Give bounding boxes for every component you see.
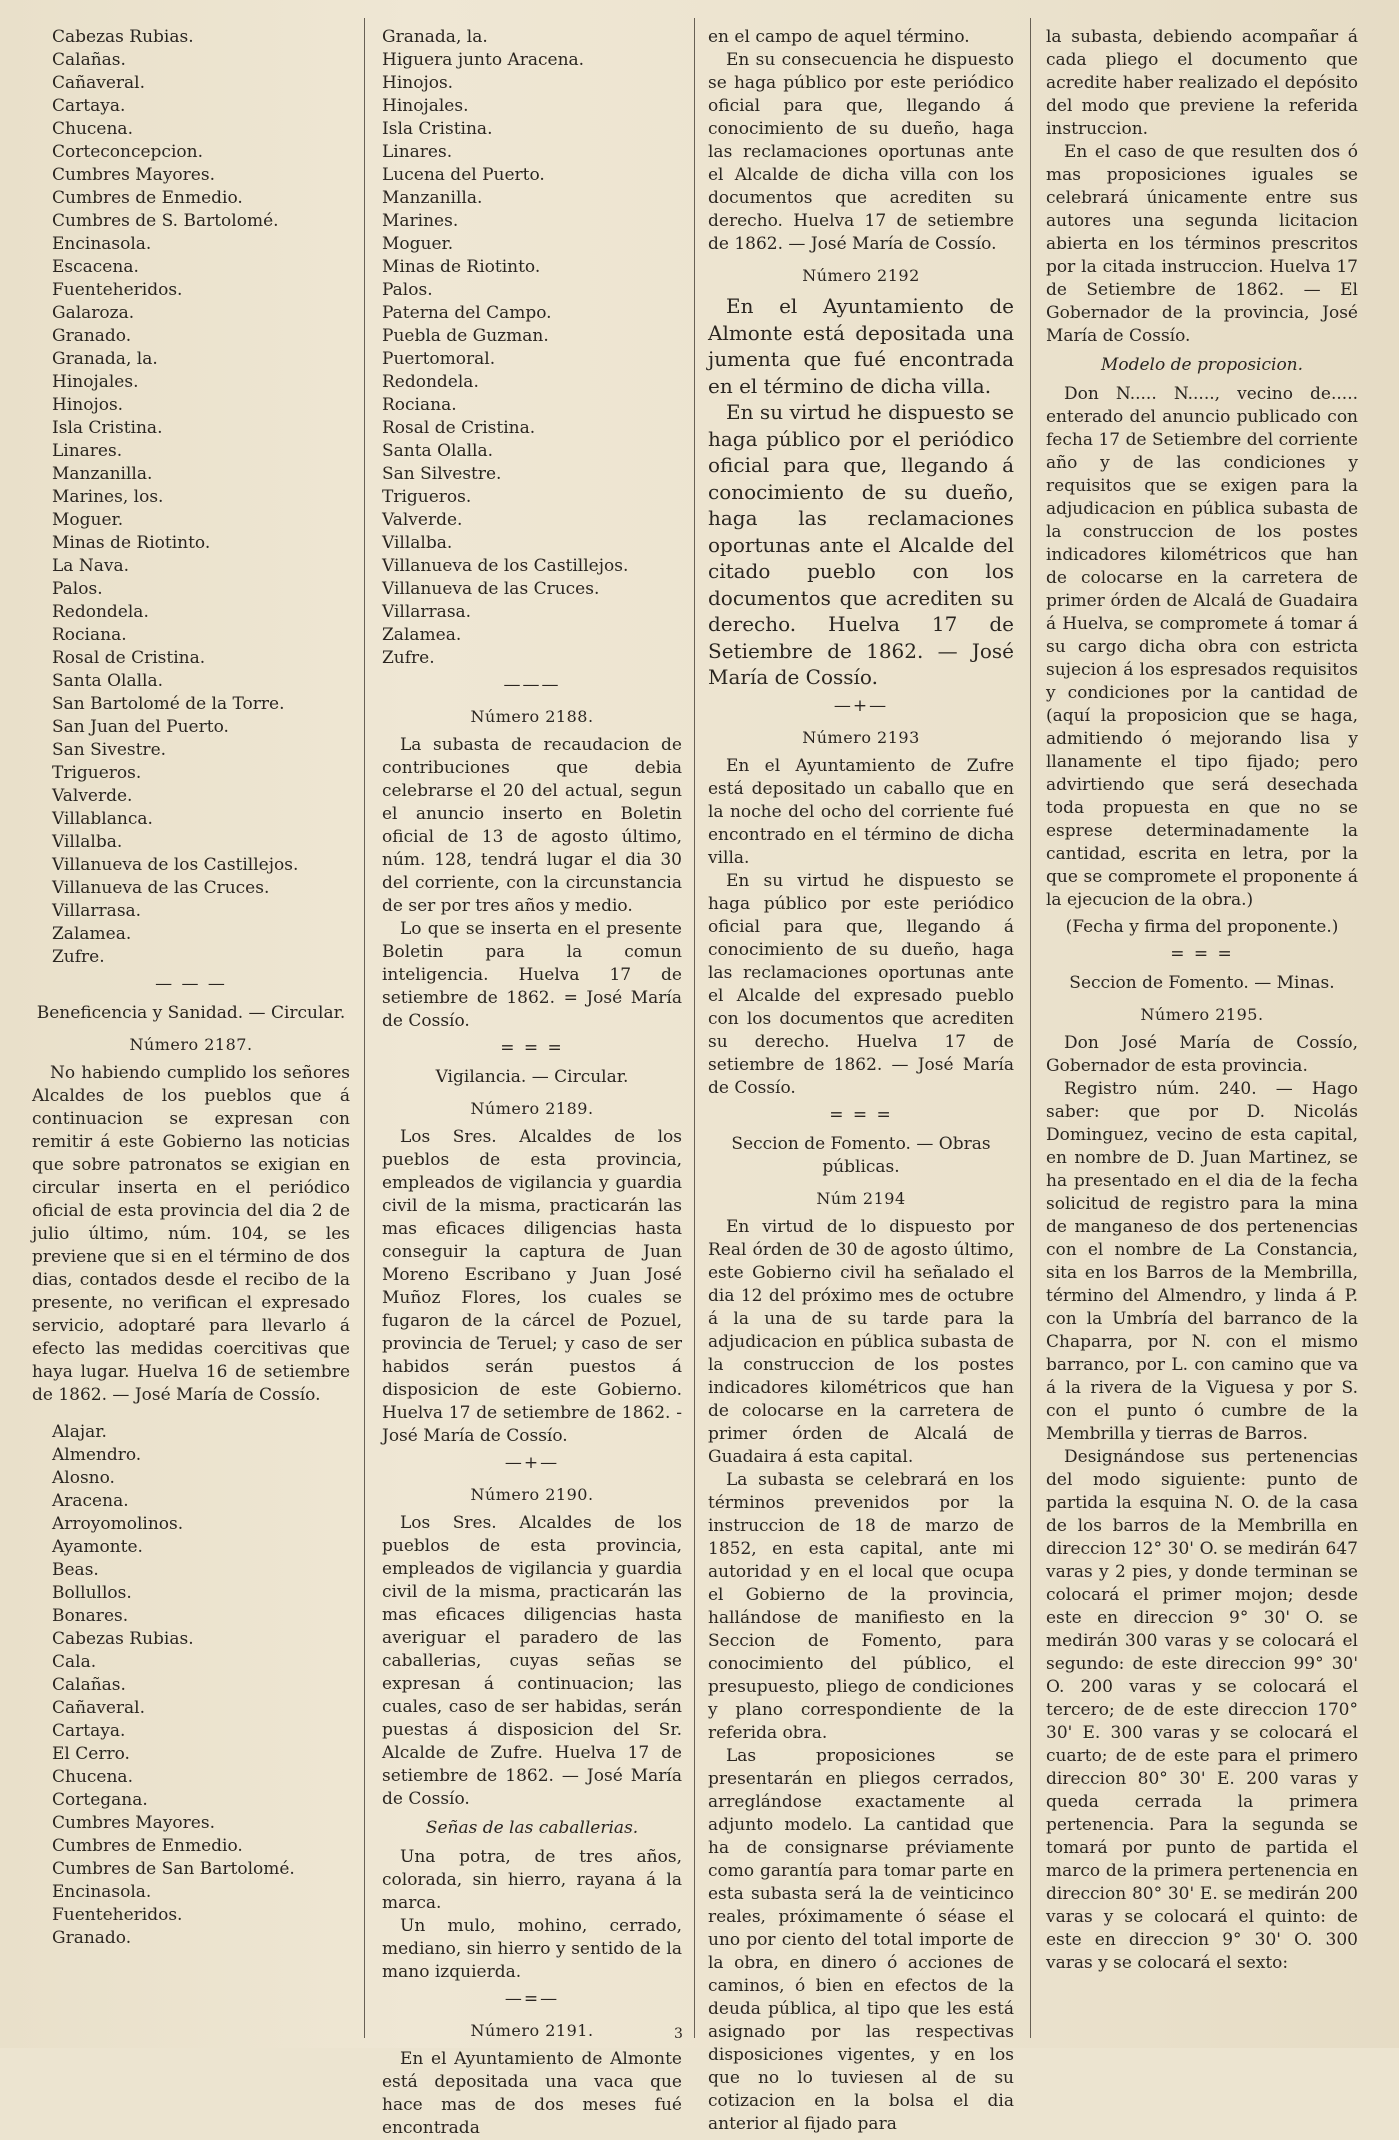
- section-heading-minas: Seccion de Fomento. — Minas.: [1069, 973, 1335, 993]
- notice-2188-text: La subasta de recaudacion de contribuciones que debia celebrarse el 20 del actual, segun el anuncio inserto en Boletin oficial de 13 de agosto último, núm. 128, tendrá lugar el dia 30 del corriente, con la circunstancia de ser por tres años y medio.: [382, 735, 682, 916]
- town-list-item: Palos.: [52, 579, 103, 599]
- town-list-item: Hinojales.: [52, 372, 139, 392]
- notice-2195-text-2: Designándose sus pertenencias del modo siguiente: punto de partida la esquina N. O. de la casa de los barros de la Membrilla en direccion 12° 30' O. se medirán 647 varas y 2 pies, y donde terminan se colocará el primer mojon; desde este en direccion 9° 30' O. se medirán 300 varas y se colocará el segundo: de este direccion 99° 30' O. 200 varas y se colocará el tercero; de de este direccion 170° 30' E. 300 varas y se colocará el cuarto; de de este para el primero direccion 80° 30' E. 200 varas y queda cerrada la primera pertenencia. Para la segunda se tomará por punto de partida el marco de la primera pertenencia en direccion 80° 30' E. se medirán 200 varas y se colocará el quinto: de este en direccion 9° 30' O. 300 varas y se colocará el sexto:: [1046, 1447, 1358, 1973]
- section-heading-obras-publicas: Seccion de Fomento. — Obras públicas.: [731, 1133, 991, 1177]
- town-list-item: La Nava.: [52, 556, 129, 576]
- town-list: [382, 26, 682, 670]
- town-list-item: Puebla de Guzman.: [382, 326, 549, 346]
- town-list-item: Cumbres de Enmedio.: [52, 188, 243, 208]
- town-list-item: Granado.: [52, 326, 132, 346]
- section-heading-beneficencia: Beneficencia y Sanidad. — Circular.: [36, 1003, 346, 1023]
- town-list-item: Redondela.: [382, 372, 479, 392]
- separator: = = =: [829, 1104, 893, 1125]
- town-list-item: Galaroza.: [52, 303, 135, 323]
- town-list-item: El Cerro.: [52, 1744, 130, 1764]
- notice-2194-text-2: La subasta se celebrará en los términos prevenidos por la instruccion de 18 de marzo de 1852, en esta capital, ante mi autoridad y en el local que ocupa el Gobierno de la provincia, hallándose de manifiesto en la Seccion de Fomento, para conocimiento del público, el presupuesto, pliego de condiciones y plano correspondiente de la referida obra.: [708, 1469, 1014, 1743]
- town-list-item: Ayamonte.: [52, 1537, 143, 1557]
- notice-2189-text: Los Sres. Alcaldes de los pueblos de esta provincia, empleados de vigilancia y guardia civil de la misma, practicarán las mas eficaces diligencias hasta conseguir la captura de Juan Moreno Escribano y Juan José Muñoz Flores, los cuales se fugaron de la cárcel de Pozuel, provincia de Teruel; y caso de ser habidos serán puestos á disposicion de este Gobierno. Huelva 17 de setiembre de 1862. - José María de Cossío.: [382, 1127, 682, 1446]
- town-list-item: San Bartolomé de la Torre.: [52, 694, 285, 714]
- page-marker: 3: [674, 2026, 683, 2042]
- town-list-item: Zufre.: [52, 947, 105, 967]
- town-list-item: Cabezas Rubias.: [52, 1629, 194, 1649]
- town-list-item: Rociana.: [382, 395, 457, 415]
- notice-2194-continued: la subasta, debiendo acompañar á cada pliego el documento que acredite haber realizado el depósito del modo que previene la referida instruccion.: [1046, 27, 1358, 139]
- town-list-item: Fuenteheridos.: [52, 280, 183, 300]
- town-list-item: San Sivestre.: [52, 740, 167, 760]
- town-list-item: Cabezas Rubias.: [52, 27, 194, 47]
- town-list-item: Villablanca.: [52, 809, 153, 829]
- column-2: [382, 26, 682, 2138]
- town-list-item: Cartaya.: [52, 1721, 126, 1741]
- town-list-item: Cumbres de S. Bartolomé.: [52, 211, 279, 231]
- separator: = = =: [1170, 944, 1234, 964]
- town-list-item: Puertomoral.: [382, 349, 496, 369]
- notice-2194-text: En virtud de lo dispuesto por Real órden de 30 de agosto último, este Gobierno civil ha señalado el dia 12 del próximo mes de octubre á la una de su tarde para la adjudicacion en pública subasta de la construccion de los postes indicadores kilométricos que han de colocarse en la carretera de primer órden de Alcalá de Guadaira á esta capital.: [708, 1216, 1014, 1467]
- town-list-item: Villanueva de los Castillejos.: [52, 855, 299, 875]
- town-list-item: Cañaveral.: [52, 1698, 145, 1718]
- town-list-item: Lucena del Puerto.: [382, 165, 545, 185]
- town-list-item: Escacena.: [52, 257, 139, 277]
- separator: = = =: [500, 1038, 564, 1058]
- notice-2193-text-2: En su virtud he dispuesto se haga público por este periódico oficial para que, llegando á conocimiento de su dueño, haga las reclamaciones oportunas ante el Alcalde del expresado pueblo con los documentos que acrediten su derecho. Huelva 17 de setiembre de 1862. — José María de Cossío.: [708, 870, 1014, 1098]
- town-list-item: Corteconcepcion.: [52, 142, 203, 162]
- separator: —+—: [504, 1453, 560, 1473]
- town-list-item: Rosal de Cristina.: [52, 648, 206, 668]
- town-list-item: Manzanilla.: [52, 464, 153, 484]
- notice-2192-text: En el Ayuntamiento de Almonte está depositada una jumenta que fué encontrada en el término de dicha villa.: [708, 294, 1014, 398]
- modelo-firma: (Fecha y firma del proponente.): [1065, 917, 1339, 937]
- notice-number-2194: Núm 2194: [816, 1188, 906, 1208]
- town-list-item: Villarrasa.: [52, 901, 142, 921]
- town-list-item: Trigueros.: [382, 487, 472, 507]
- town-list-item: Paterna del Campo.: [382, 303, 552, 323]
- separator: ———: [503, 675, 561, 695]
- town-list-item: Calañas.: [52, 50, 126, 70]
- notice-2191-continued: en el campo de aquel término.: [708, 27, 970, 47]
- notice-number-2193: Número 2193: [802, 727, 920, 747]
- town-list-item: Aracena.: [52, 1491, 129, 1511]
- column-rule: [1030, 18, 1031, 2038]
- modelo-text: Don N..... N....., vecino de..... enterado del anuncio publicado con fecha 17 de Setiembre del corriente año y de las condiciones y requisitos que se exigen para la adjudicacion en pública subasta de la construccion de los postes indicadores kilométricos que han de colocarse en la carretera de primer órden de Alcalá de Guadaira á Huelva, se compromete á tomar á su cargo dicha obra con estricta sujecion á los espresados requisitos y condiciones por la cantidad de (aquí la proposicion que se haga, admitiendo ó mejorando lisa y llanamente el tipo fijado; pero advirtiendo que será desechada toda propuesta en que no se esprese determinadamente la cantidad, escrita en letra, por la que se compromete el proponente á la ejecucion de la obra.): [1046, 384, 1358, 910]
- column-rule: [364, 18, 365, 2038]
- notice-number-2195: Número 2195.: [1140, 1005, 1264, 1024]
- town-list-item: Valverde.: [382, 510, 463, 530]
- town-list-item: Cortegana.: [52, 1790, 148, 1810]
- notice-number-2188: Número 2188.: [470, 707, 594, 726]
- town-list-item: Santa Olalla.: [382, 441, 494, 461]
- town-list-item: Santa Olalla.: [52, 671, 164, 691]
- town-list-item: Redondela.: [52, 602, 149, 622]
- town-list-item: Encinasola.: [52, 1882, 152, 1902]
- town-list-item: Bonares.: [52, 1606, 129, 1626]
- column-1: [32, 26, 350, 2036]
- town-list-item: Minas de Riotinto.: [382, 257, 541, 277]
- notice-number-2189: Número 2189.: [470, 1099, 594, 1118]
- town-list-item: Granada, la.: [382, 27, 488, 47]
- notice-2195-text: Registro núm. 240. — Hago saber: que por D. Nicolás Dominguez, vecino de esta capital, en nombre de D. Juan Martinez, se ha presentado en el dia de la fecha solicitud de registro para la mina de manganeso de dos pertenencias con el nombre de La Constancia, sita en los Barros de la Membrilla, término del Almendro, y linda á P. con la Umbría del barranco de la Chaparra, por N. con el mismo barranco, por L. con camino que va á la rivera de la Viguesa y por S. con el punto ó cumbre de la Membrilla y tierras de Barros.: [1046, 1079, 1358, 1444]
- town-list-item: San Silvestre.: [382, 464, 502, 484]
- town-list-item: San Juan del Puerto.: [52, 717, 229, 737]
- town-list-item: Granada, la.: [52, 349, 158, 369]
- town-list-item: Cumbres Mayores.: [52, 165, 215, 185]
- town-list-item: Cartaya.: [52, 96, 126, 116]
- town-list-item: Cumbres de Enmedio.: [52, 1836, 243, 1856]
- town-list-item: Zalamea.: [52, 924, 132, 944]
- separator: —+—: [833, 695, 889, 716]
- town-list-item: Villanueva de las Cruces.: [52, 878, 270, 898]
- town-list-item: Fuenteheridos.: [52, 1905, 183, 1925]
- section-heading-vigilancia: Vigilancia. — Circular.: [435, 1067, 629, 1087]
- town-list-item: Villanueva de las Cruces.: [382, 579, 600, 599]
- town-list-item: Calañas.: [52, 1675, 126, 1695]
- notice-number-2187: Número 2187.: [129, 1035, 253, 1054]
- town-list-item: Chucena.: [52, 1767, 133, 1787]
- town-list-item: Beas.: [52, 1560, 99, 1580]
- notice-2194-text-3: Las proposiciones se presentarán en pliegos cerrados, arreglándose exactamente al adjunto modelo. La cantidad que ha de consignarse préviamente como garantía para tomar parte en esta subasta será la de veinticinco reales, próximamente ó séase el uno por ciento del total importe de la obra, en dinero ó acciones de caminos, ó bien en efectos de la deuda pública, al tipo que les está asignado por las respectivas disposiciones vigentes, y en los que no lo tuviesen al de su cotizacion en la bolsa el dia anterior al fijado para: [708, 1745, 1014, 2134]
- notice-2193-text: En el Ayuntamiento de Zufre está depositado un caballo que en la noche del ocho del corriente fué encontrado en el término de dicha villa.: [708, 755, 1014, 868]
- town-list-item: Marines, los.: [52, 487, 164, 507]
- town-list-item: Villalba.: [52, 832, 123, 852]
- town-list-item: Moguer.: [382, 234, 454, 254]
- town-list-item: Rosal de Cristina.: [382, 418, 536, 438]
- notice-number-2190: Número 2190.: [470, 1485, 594, 1504]
- town-list-item: Hinojales.: [382, 96, 469, 116]
- town-list-item: Villarrasa.: [382, 602, 472, 622]
- town-list-item: Cañaveral.: [52, 73, 145, 93]
- column-4: [1046, 26, 1358, 2036]
- town-list-item: Zufre.: [382, 648, 435, 668]
- notice-2190-text: Los Sres. Alcaldes de los pueblos de esta provincia, empleados de vigilancia y guardia civil de la misma, practicarán las mas eficaces diligencias hasta averiguar el paradero de las caballerias, cuyas señas se expresan á continuacion; las cuales, caso de ser habidas, serán puestas á disposicion del Sr. Alcalde de Zufre. Huelva 17 de setiembre de 1862. — José María de Cossío.: [382, 1513, 682, 1809]
- town-list-item: Encinasola.: [52, 234, 152, 254]
- town-list-item: Granado.: [52, 1928, 132, 1948]
- senas-mulo: Un mulo, mohino, cerrado, mediano, sin hierro y sentido de la mano izquierda.: [382, 1916, 682, 1982]
- town-list-item: Isla Cristina.: [382, 119, 493, 139]
- town-list-item: Zalamea.: [382, 625, 462, 645]
- town-list-item: Trigueros.: [52, 763, 142, 783]
- town-list-item: Isla Cristina.: [52, 418, 163, 438]
- town-list-item: Almendro.: [52, 1445, 142, 1465]
- separator: —=—: [504, 1989, 560, 2009]
- town-list-item: Alajar.: [52, 1422, 107, 1442]
- notice-2187-text: No habiendo cumplido los señores Alcaldes de los pueblos que á continuacion se expresan con remitir á este Gobierno las noticias que sobre patronatos se exigian en circular inserta en el periódico oficial de esta provincia del dia 2 de julio último, núm. 104, se les previene que si en el término de dos dias, contados desde el recibo de la presente, no verifican el expresado servicio, adoptaré para llevarlo á efecto las medidas coercitivas que haya lugar. Huelva 16 de setiembre de 1862. — José María de Cossío.: [32, 1063, 350, 1405]
- town-list-item: Rociana.: [52, 625, 127, 645]
- town-list-item: Cala.: [52, 1652, 97, 1672]
- notice-2191-text-2: En su consecuencia he dispuesto se haga público por este periódico oficial para que, llegando á conocimiento de su dueño, haga las reclamaciones oportunas ante el Alcalde de dicha villa con los documentos que acrediten su derecho. Huelva 17 de setiembre de 1862. — José María de Cossío.: [708, 50, 1014, 254]
- town-list-item: Chucena.: [52, 119, 133, 139]
- notice-2188-text-2: Lo que se inserta en el presente Boletin para la comun inteligencia. Huelva 17 de setiembre de 1862. = José María de Cossío.: [382, 919, 682, 1031]
- town-list-item: Linares.: [382, 142, 453, 162]
- town-list-item: Valverde.: [52, 786, 133, 806]
- town-list-item: Villalba.: [382, 533, 453, 553]
- notice-2195-governor: Don José María de Cossío, Gobernador de esta provincia.: [1046, 1033, 1358, 1076]
- town-list-item: Linares.: [52, 441, 123, 461]
- town-list-item: Hinojos.: [382, 73, 454, 93]
- town-list-item: Minas de Riotinto.: [52, 533, 211, 553]
- town-list-item: Arroyomolinos.: [52, 1514, 184, 1534]
- town-list-item: Alosno.: [52, 1468, 115, 1488]
- senas-potra: Una potra, de tres años, colorada, sin hierro, rayana á la marca.: [382, 1847, 682, 1913]
- modelo-heading: Modelo de proposicion.: [1100, 355, 1304, 375]
- column-3: [708, 26, 1014, 2134]
- town-list-item: Hinojos.: [52, 395, 124, 415]
- notice-number-2191: Número 2191.: [470, 2021, 594, 2040]
- notice-number-2192: Número 2192: [802, 266, 920, 285]
- notice-2192-text-2: En su virtud he dispuesto se haga público por el periódico oficial para que, llegando á conocimiento de su dueño, haga las reclamaciones oportunas ante el Alcalde del citado pueblo con los documentos que acrediten su derecho. Huelva 17 de Setiembre de 1862. — José María de Cossío.: [708, 400, 1014, 689]
- town-list-item: Cumbres de San Bartolomé.: [52, 1859, 295, 1879]
- town-list-item: Palos.: [382, 280, 433, 300]
- senas-heading: Señas de las caballerias.: [425, 1818, 639, 1838]
- town-list-item: Cumbres Mayores.: [52, 1813, 215, 1833]
- town-list-item: Higuera junto Aracena.: [382, 50, 585, 70]
- town-list-item: Manzanilla.: [382, 188, 483, 208]
- town-list-item: Moguer.: [52, 510, 124, 530]
- notice-2191-text: En el Ayuntamiento de Almonte está depositada una vaca que hace mas de dos meses fué encontrada: [382, 2049, 682, 2138]
- town-list-item: Bollullos.: [52, 1583, 132, 1603]
- town-list-top: [32, 26, 350, 969]
- town-list-item: Villanueva de los Castillejos.: [382, 556, 629, 576]
- notice-2194-empate: En el caso de que resulten dos ó mas proposiciones iguales se celebrará únicamente entre sus autores una segunda licitacion abierta en los términos prescritos por la citada instruccion. Huelva 17 de Setiembre de 1862. — El Gobernador de la provincia, José María de Cossío.: [1046, 142, 1358, 346]
- separator: — — —: [155, 974, 227, 994]
- column-rule: [694, 18, 695, 2038]
- town-list-bottom: [32, 1421, 350, 1950]
- town-list-item: Marines.: [382, 211, 459, 231]
